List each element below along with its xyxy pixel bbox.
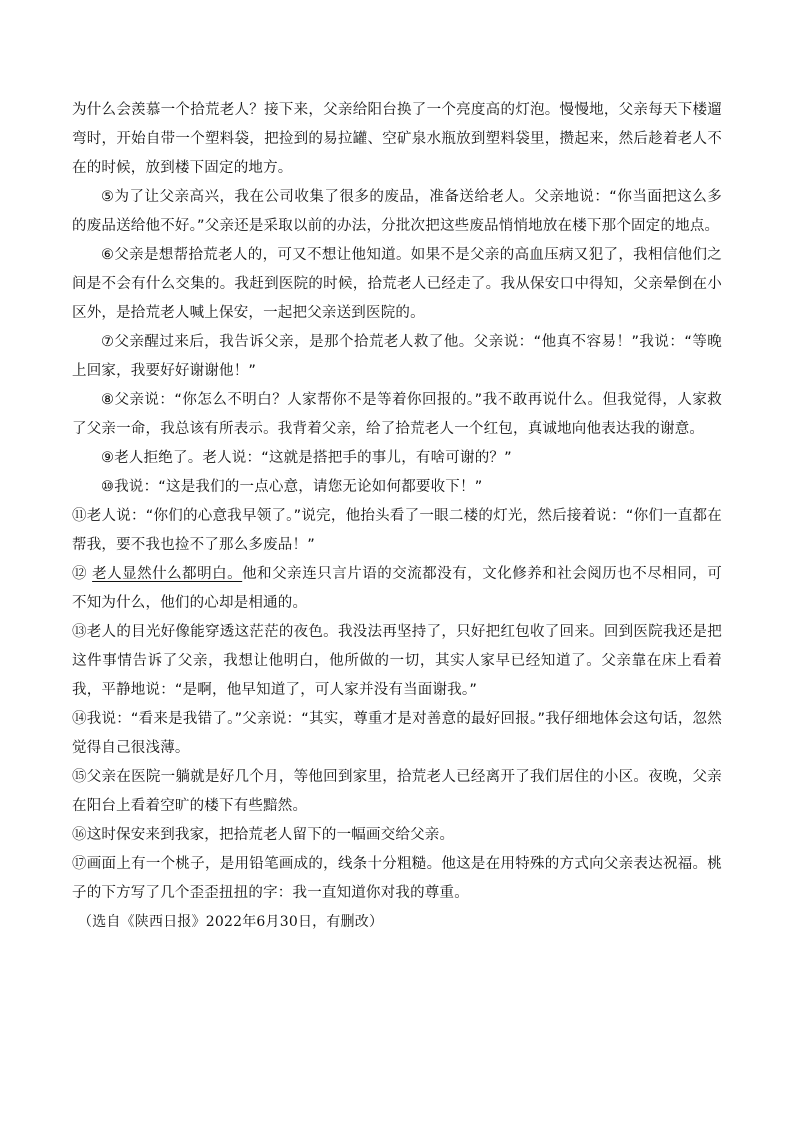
paragraph-17: ⑰画面上有一个桃子，是用铅笔画成的，线条十分粗糙。他这是在用特殊的方式向父亲表达祝福。桃子的下方写了几个歪歪扭扭的字：我一直知道你对我的尊重。: [72, 856, 722, 901]
paragraph-7: ⑦父亲醒过来后，我告诉父亲，是那个拾荒老人救了他。父亲说：“他真不容易！”我说：“等晚上回家，我要好好谢谢他！”: [72, 334, 722, 379]
paragraph-13: ⑬老人的目光好像能穿透这茫茫的夜色。我没法再坚持了，只好把红包收了回来。回到医院我还是把这件事情告诉了父亲，我想让他明白，他所做的一切，其实人家早已经知道了。父亲靠在床上看着我，平静地说：“是啊，他早知道了，可人家并没有当面谢我。”: [72, 624, 722, 698]
paragraph-12-rest: 他和父亲连只言片语的交流都没有，文化修养和社会阅历也不尽相同，可不知为什么，他们的心却是相通的。: [72, 566, 722, 611]
paragraph-10: ⑩我说：“这是我们的一点心意，请您无论如何都要收下！”: [101, 479, 483, 495]
source-citation: （选自《陕西日报》2022年6月30日，有删改）: [78, 914, 384, 930]
paragraph-6: ⑥父亲是想帮拾荒老人的，可又不想让他知道。如果不是父亲的高血压病又犯了，我相信他们之间是不会有什么交集的。我赶到医院的时候，拾荒老人已经走了。我从保安口中得知，父亲晕倒在小区外，是拾荒老人喊上保安，一起把父亲送到医院的。: [72, 247, 722, 321]
paragraph-8: ⑧父亲说：“你怎么不明白？人家帮你不是等着你回报的。”我不敢再说什么。但我觉得，人家救了父亲一命，我总该有所表示。我背着父亲，给了拾荒老人一个红包，真诚地向他表达我的谢意。: [72, 392, 722, 437]
paragraph-12-number: ⑫: [72, 566, 93, 582]
paragraph-5: ⑤为了让父亲高兴，我在公司收集了很多的废品，准备送给老人。父亲地说：“你当面把这么多的废品送给他不好。”父亲还是采取以前的办法，分批次把这些废品悄悄地放在楼下那个固定的地点。: [72, 189, 722, 234]
underlined-sentence: 老人显然什么都明白。: [92, 566, 243, 582]
paragraph-11: ⑪老人说：“你们的心意我早领了。”说完，他抬头看了一眼二楼的灯光，然后接着说：“你们一直都在帮我，要不我也捡不了那么多废品！”: [72, 508, 722, 553]
paragraph-12: [72, 560, 722, 618]
paragraph-9: ⑨老人拒绝了。老人说：“这就是搭把手的事儿，有啥可谢的？”: [101, 450, 512, 466]
paragraph-continuation: 为什么会羡慕一个拾荒老人？接下来，父亲给阳台换了一个亮度高的灯泡。慢慢地，父亲每天下楼遛弯时，开始自带一个塑料袋，把捡到的易拉罐、空矿泉水瓶放到塑料袋里，攒起来，然后趁着老人不在的时候，放到楼下固定的地方。: [72, 102, 722, 176]
paragraph-14: ⑭我说：“看来是我错了。”父亲说：“其实，尊重才是对善意的最好回报。”我仔细地体会这句话，忽然觉得自己很浅薄。: [72, 711, 722, 756]
paragraph-16: ⑯这时保安来到我家，把拾荒老人留下的一幅画交给父亲。: [72, 827, 455, 843]
paragraph-15: ⑮父亲在医院一躺就是好几个月，等他回到家里，拾荒老人已经离开了我们居住的小区。夜晚，父亲在阳台上看着空旷的楼下有些黯然。: [72, 769, 722, 814]
